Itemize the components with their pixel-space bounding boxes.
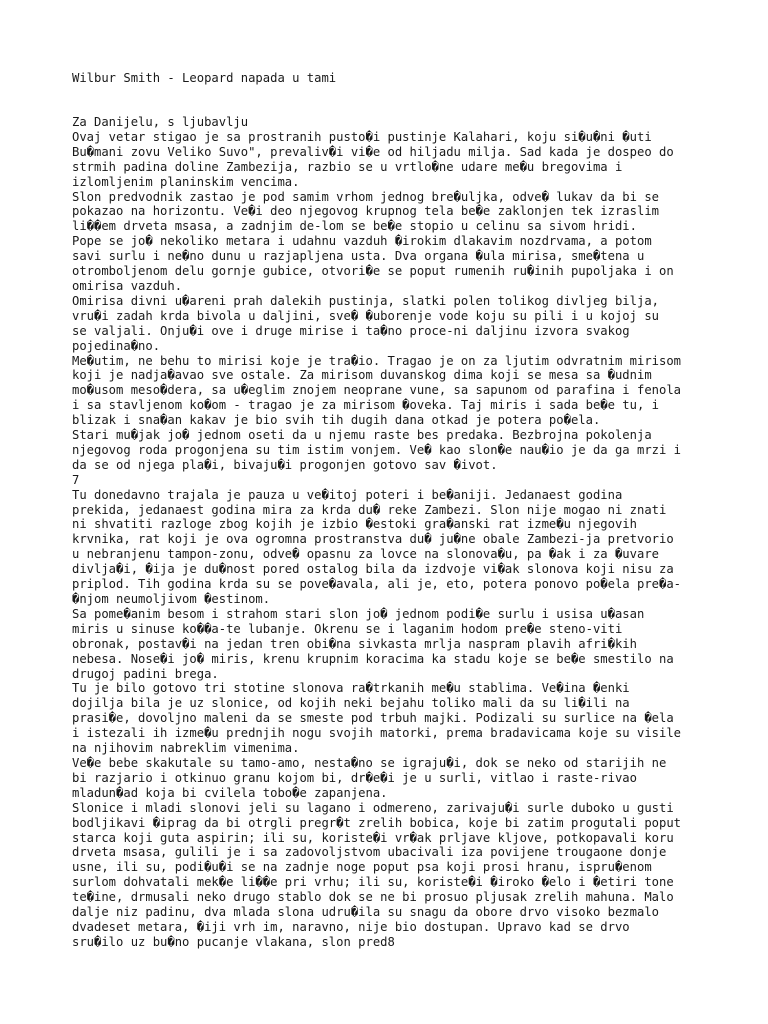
text-line: Ve�e bebe skakutale su tamo-amo, nesta�no se igraju�i, dok se neko od starijih ne <box>72 755 667 770</box>
text-line: Tu donedavno trajala je pauza u ve�itoj poteri i be�aniji. Jedanaest godina <box>72 487 623 502</box>
text-line: njegovog roda progonjena su tim istim vonjem. Ve� kao slon�e nau�io je da ga mrzi i <box>72 442 682 457</box>
text-line: i istezali ih izme�u prednjih nogu svojih matorki, prema bradavicama koje su visile <box>72 726 682 741</box>
text-line: bodljikavi �iprag da bi otrgli pregr�t zrelih bobica, koje bi zatim progutali poput <box>72 815 682 830</box>
text-line: mladun�ad koja bi cvilela tobo�e zapanjena. <box>72 785 388 800</box>
text-line: �njom neumoljivom �estinom. <box>72 592 271 606</box>
text-line: Me�utim, ne behu to mirisi koje je tra�io. Tragao je on za ljutim odvratnim mirisom <box>72 353 682 368</box>
text-line: se valjali. Onju�i ove i druge mirise i ta�no proce-ni daljinu izvora svakog <box>72 323 630 338</box>
text-line: usne, ili su, podi�u�i se na zadnje noge poput psa koji prosi hranu, ispru�enom <box>72 860 652 875</box>
text-line: Za Danijelu, s ljubavlju <box>72 115 249 129</box>
text-line: Pope se jo� nekoliko metara i udahnu vazduh �irokim dlakavim nozdrvama, a potom <box>72 234 652 249</box>
text-line: krvnika, rat koji je ova ogromna prostranstva du� ju�ne obale Zambezi-ja pretvorio <box>72 532 674 547</box>
text-line: savi surlu i ne�no dunu u razjapljena usta. Dva organa �ula mirisa, sme�tena u <box>72 249 645 264</box>
text-line: ni shvatiti razloge zbog kojih je izbio �estoki gra�anski rat izme�u njegovih <box>72 517 637 532</box>
document-title: Wilbur Smith - Leopard napada u tami <box>72 71 337 85</box>
text-line: prasi�e, dovoljno maleni da se smeste pod trbuh majki. Podizali su surlice na �ela <box>72 711 674 726</box>
text-line: dojilja bila je uz slonice, od kojih neki bejahu toliko mali da su li�ili na <box>72 696 630 711</box>
text-line: strmih padina doline Zambezija, razbio se u vrtlo�ne udare me�u bregovima i <box>72 159 623 174</box>
text-line: na njihovim nabreklim vimenima. <box>72 741 300 756</box>
text-line: u nebranjenu tampon-zonu, odve� opasnu za lovce na slonova�u, pa �ak i za �uvare <box>72 547 659 562</box>
text-line: vru�i zadah krda bivola u daljini, sve� �uborenje vode koju su pili i u kojoj su <box>72 308 659 323</box>
text-line: priplod. Tih godina krda su se pove�avala, ali je, eto, potera ponovo po�ela pre�a- <box>72 577 682 592</box>
text-line: i sa stavljenom ko�om - tragao je za mirisom �oveka. Taj miris i sada be�e tu, i <box>72 398 659 413</box>
text-line: drugoj padini brega. <box>72 666 219 681</box>
text-line: Stari mu�jak jo� jednom oseti da u njemu raste bes predaka. Bezbrojna pokolenja <box>72 428 652 443</box>
text-line: da se od njega pla�i, bivaju�i progonjen gotovo sav �ivot. <box>72 457 498 472</box>
text-line: omirisa vazduh. <box>72 278 183 293</box>
text-line: Bu�mani zovu Veliko Suvo", prevaliv�i vi�e od hiljadu milja. Sad kada je dospeo do <box>72 144 674 159</box>
text-line: pokazao na horizontu. Ve�i deo njegovog krupnog tela be�e zaklonjen tek izraslim <box>72 204 659 219</box>
text-line: dalje niz padinu, dva mlada slona udru�ila su snagu da obore drvo visoko bezmalo <box>72 905 659 920</box>
text-line: surlom dohvatali mek�e li��e pri vrhu; ili su, koriste�i �iroko �elo i �etiri tone <box>72 875 674 890</box>
text-line: Ovaj vetar stigao je sa prostranih pusto�i pustinje Kalahari, koju si�u�ni �uti <box>72 129 652 144</box>
text-line: Slonice i mladi slonovi jeli su lagano i odmereno, zarivaju�i surle duboko u gusti <box>72 800 674 815</box>
text-line: blizak i sna�an kakav je bio svih tih dugih dana otkad je potera po�ela. <box>72 413 601 428</box>
text-line: prekida, jedanaest godina mira za krda du� reke Zambezi. Slon nije mogao ni znati <box>72 502 667 517</box>
text-line: li��em drveta msasa, a zadnjim de-lom se be�e stopio u celinu sa sivom hridi. <box>72 219 637 234</box>
text-line: obronak, postav�i na jedan tren obi�na sivkasta mrlja naspram plavih afri�kih <box>72 636 637 651</box>
text-line: pojedina�no. <box>72 338 161 353</box>
text-line: starca koji guta aspirin; ili su, koriste�i vr�ak prljave kljove, potkopavali koru <box>72 830 674 845</box>
document-body <box>72 115 712 950</box>
document-page <box>72 70 712 950</box>
text-line: 7 <box>72 472 80 487</box>
text-line: Slon predvodnik zastao je pod samim vrhom jednog bre�uljka, odve� lukav da bi se <box>72 189 659 204</box>
text-line: drveta msasa, gulili je i sa zadovoljstvom ubacivali iza povijene trougaone donje <box>72 845 667 860</box>
text-line: Omirisa divni u�areni prah dalekih pustinja, slatki polen tolikog divljeg bilja, <box>72 293 659 308</box>
text-line: izlomljenim planinskim vencima. <box>72 174 300 189</box>
text-line: bi razjario i otkinuo granu kojom bi, dr�e�i je u surli, vitlao i raste-rivao <box>72 770 637 785</box>
text-line: otromboljenom delu gornje gubice, otvori�e se poput rumenih ru�inih pupoljaka i on <box>72 264 674 279</box>
text-line: te�ine, drmusali neko drugo stablo dok se ne bi prosuo pljusak zrelih mahuna. Malo <box>72 890 674 905</box>
text-line: koji je nadja�avao sve ostale. Za mirisom duvanskog dima koji se mesa sa �udnim <box>72 368 652 383</box>
text-line: nebesa. Nose�i jo� miris, krenu krupnim koracima ka stadu koje se be�e smestilo na <box>72 651 674 666</box>
text-line: sru�ilo uz bu�no pucanje vlakana, slon pred8 <box>72 934 395 949</box>
text-line: mo�usom meso�dera, sa u�eglim znojem neoprane vune, sa sapunom od parafina i fenola <box>72 383 682 398</box>
text-line: Tu je bilo gotovo tri stotine slonova ra�trkanih me�u stablima. Ve�ina �enki <box>72 681 630 696</box>
text-line: miris u sinuse ko��a-te lubanje. Okrenu se i laganim hodom pre�e steno-viti <box>72 621 623 636</box>
text-line: dvadeset metara, �iji vrh im, naravno, nije bio dostupan. Upravo kad se drvo <box>72 919 630 934</box>
text-line: divlja�i, �ija je du�nost pored ostalog bila da izdvoje vi�ak slonova koji nisu za <box>72 562 674 577</box>
text-line: Sa pome�anim besom i strahom stari slon jo� jednom podi�e surlu i usisa u�asan <box>72 606 645 621</box>
